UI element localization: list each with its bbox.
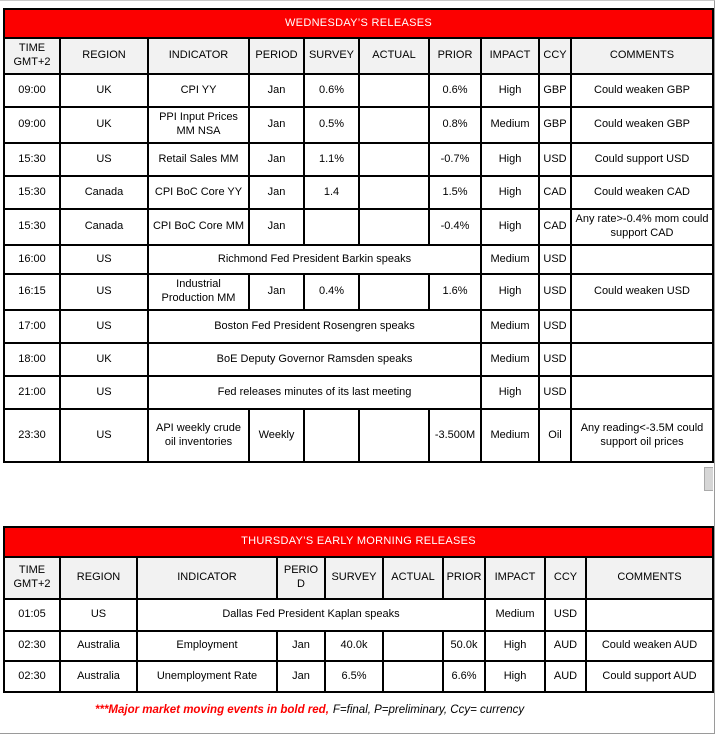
cell-region: UK [60, 107, 148, 143]
cell-ccy: CAD [539, 209, 571, 245]
cell-ccy: USD [545, 599, 586, 631]
cell-survey: 0.5% [304, 107, 359, 143]
column-header-indicator: INDICATOR [148, 38, 249, 74]
cell-impact: High [481, 143, 539, 176]
cell-indicator: Retail Sales MM [148, 143, 249, 176]
cell-period: Weekly [249, 409, 304, 462]
cell-comments: Could weaken AUD [586, 631, 713, 661]
column-header-ccy: CCY [545, 557, 586, 599]
cell-indicator: CPI BoC Core MM [148, 209, 249, 245]
cell-survey: 0.4% [304, 274, 359, 310]
cell-impact: Medium [481, 409, 539, 462]
cell-impact: High [485, 631, 545, 661]
cell-indicator: Employment [137, 631, 277, 661]
cell-impact: High [481, 274, 539, 310]
column-header-survey: SURVEY [304, 38, 359, 74]
cell-period: Jan [249, 176, 304, 209]
cell-period: Jan [249, 74, 304, 107]
table-header-row [4, 38, 713, 74]
cell-indicator: API weekly crude oil inventories [148, 409, 249, 462]
footer-note [95, 704, 695, 716]
cell-prior: 50.0k [443, 631, 485, 661]
cell-actual [359, 176, 429, 209]
cell-comments: Could weaken CAD [571, 176, 713, 209]
cell-period: Jan [249, 209, 304, 245]
cell-survey: 1.4 [304, 176, 359, 209]
cell-time: 15:30 [4, 143, 60, 176]
cell-region: Canada [60, 176, 148, 209]
table-row [4, 274, 713, 310]
cell-prior: 1.5% [429, 176, 481, 209]
column-header-indicator: INDICATOR [137, 557, 277, 599]
footer-note-black: F=final, P=preliminary, Ccy= currency [332, 704, 525, 716]
cell-ccy: USD [539, 274, 571, 310]
column-header-impact: IMPACT [481, 38, 539, 74]
cell-region: Australia [60, 661, 137, 692]
table-row [4, 661, 713, 692]
table-row [4, 376, 713, 409]
table-row [4, 209, 713, 245]
cell-prior: -0.4% [429, 209, 481, 245]
cell-period: Jan [249, 107, 304, 143]
cell-actual [359, 143, 429, 176]
cell-region: US [60, 245, 148, 274]
cell-region: US [60, 376, 148, 409]
cell-region: US [60, 599, 137, 631]
table-row [4, 107, 713, 143]
cell-time: 23:30 [4, 409, 60, 462]
cell-actual [383, 661, 443, 692]
column-header-actual: ACTUAL [359, 38, 429, 74]
column-header-prior: PRIOR [443, 557, 485, 599]
column-header-time: TIME GMT+2 [4, 557, 60, 599]
cell-impact: Medium [481, 310, 539, 343]
column-header-impact: IMPACT [485, 557, 545, 599]
cell-ccy: USD [539, 310, 571, 343]
table-row [4, 176, 713, 209]
cell-region: US [60, 310, 148, 343]
cell-comments [571, 343, 713, 376]
cell-impact: Medium [481, 107, 539, 143]
cell-comments: Any rate>-0.4% mom could support CAD [571, 209, 713, 245]
cell-region: US [60, 143, 148, 176]
cell-actual [359, 107, 429, 143]
cell-period: Jan [277, 661, 325, 692]
cell-ccy: USD [539, 376, 571, 409]
cell-impact: Medium [481, 245, 539, 274]
cell-prior: -3.500M [429, 409, 481, 462]
table-row [4, 74, 713, 107]
cell-comments: Could weaken USD [571, 274, 713, 310]
cell-survey [304, 409, 359, 462]
table-row [4, 310, 713, 343]
cell-survey: 6.5% [325, 661, 383, 692]
column-header-time: TIME GMT+2 [4, 38, 60, 74]
footer-note-red: ***Major market moving events in bold red, [95, 704, 329, 716]
cell-comments [571, 376, 713, 409]
column-header-comments: COMMENTS [586, 557, 713, 599]
cell-actual [383, 631, 443, 661]
cell-time: 02:30 [4, 631, 60, 661]
cell-prior: 0.8% [429, 107, 481, 143]
cell-period: Jan [249, 143, 304, 176]
column-header-survey: SURVEY [325, 557, 383, 599]
table-title-row [4, 9, 713, 38]
column-header-region: REGION [60, 38, 148, 74]
cell-region: US [60, 274, 148, 310]
cell-event: Richmond Fed President Barkin speaks [148, 245, 481, 274]
table-title: THURSDAY’S EARLY MORNING RELEASES [4, 527, 713, 557]
wednesday-releases-table [3, 8, 714, 463]
cell-comments: Could support USD [571, 143, 713, 176]
cell-actual [359, 74, 429, 107]
cell-impact: Medium [485, 599, 545, 631]
cell-indicator: PPI Input Prices MM NSA [148, 107, 249, 143]
cell-impact: High [481, 74, 539, 107]
cell-event: Fed releases minutes of its last meeting [148, 376, 481, 409]
cell-prior: -0.7% [429, 143, 481, 176]
cell-ccy: USD [539, 343, 571, 376]
table-title: WEDNESDAY’S RELEASES [4, 9, 713, 38]
cell-survey: 40.0k [325, 631, 383, 661]
cell-comments [586, 599, 713, 631]
scrollbar-fragment[interactable] [704, 467, 713, 491]
cell-ccy: GBP [539, 74, 571, 107]
cell-time: 02:30 [4, 661, 60, 692]
cell-time: 15:30 [4, 176, 60, 209]
table-row [4, 343, 713, 376]
thursday-releases-table [3, 526, 714, 693]
column-header-actual: ACTUAL [383, 557, 443, 599]
cell-time: 15:30 [4, 209, 60, 245]
cell-indicator: CPI YY [148, 74, 249, 107]
cell-comments [571, 310, 713, 343]
column-header-comments: COMMENTS [571, 38, 713, 74]
cell-survey [304, 209, 359, 245]
column-header-period: PERIOD [249, 38, 304, 74]
cell-event: BoE Deputy Governor Ramsden speaks [148, 343, 481, 376]
cell-time: 09:00 [4, 74, 60, 107]
cell-impact: High [481, 176, 539, 209]
table-title-row [4, 527, 713, 557]
cell-impact: High [485, 661, 545, 692]
cell-prior: 0.6% [429, 74, 481, 107]
table-row [4, 631, 713, 661]
cell-time: 17:00 [4, 310, 60, 343]
column-header-period: PERIOD [277, 557, 325, 599]
cell-actual [359, 209, 429, 245]
cell-actual [359, 409, 429, 462]
cell-prior: 1.6% [429, 274, 481, 310]
cell-event: Dallas Fed President Kaplan speaks [137, 599, 485, 631]
cell-ccy: GBP [539, 107, 571, 143]
cell-time: 18:00 [4, 343, 60, 376]
cell-time: 16:15 [4, 274, 60, 310]
table-row [4, 143, 713, 176]
cell-impact: Medium [481, 343, 539, 376]
cell-survey: 1.1% [304, 143, 359, 176]
cell-region: US [60, 409, 148, 462]
column-header-prior: PRIOR [429, 38, 481, 74]
table-row [4, 409, 713, 462]
cell-actual [359, 274, 429, 310]
cell-survey: 0.6% [304, 74, 359, 107]
table-header-row [4, 557, 713, 599]
cell-region: Canada [60, 209, 148, 245]
cell-period: Jan [249, 274, 304, 310]
cell-comments: Could weaken GBP [571, 107, 713, 143]
cell-impact: High [481, 376, 539, 409]
column-header-ccy: CCY [539, 38, 571, 74]
cell-prior: 6.6% [443, 661, 485, 692]
cell-region: UK [60, 343, 148, 376]
cell-comments [571, 245, 713, 274]
cell-time: 21:00 [4, 376, 60, 409]
cell-time: 01:05 [4, 599, 60, 631]
column-header-region: REGION [60, 557, 137, 599]
cell-ccy: USD [539, 143, 571, 176]
cell-ccy: CAD [539, 176, 571, 209]
cell-ccy: USD [539, 245, 571, 274]
cell-time: 09:00 [4, 107, 60, 143]
cell-event: Boston Fed President Rosengren speaks [148, 310, 481, 343]
table-row [4, 599, 713, 631]
cell-region: Australia [60, 631, 137, 661]
cell-impact: High [481, 209, 539, 245]
table-row [4, 245, 713, 274]
cell-time: 16:00 [4, 245, 60, 274]
cell-comments: Could weaken GBP [571, 74, 713, 107]
cell-region: UK [60, 74, 148, 107]
cell-indicator: Unemployment Rate [137, 661, 277, 692]
cell-comments: Any reading<-3.5M could support oil prices [571, 409, 713, 462]
cell-indicator: CPI BoC Core YY [148, 176, 249, 209]
cell-ccy: AUD [545, 661, 586, 692]
cell-comments: Could support AUD [586, 661, 713, 692]
cell-ccy: Oil [539, 409, 571, 462]
cell-indicator: Industrial Production MM [148, 274, 249, 310]
cell-ccy: AUD [545, 631, 586, 661]
cell-period: Jan [277, 631, 325, 661]
